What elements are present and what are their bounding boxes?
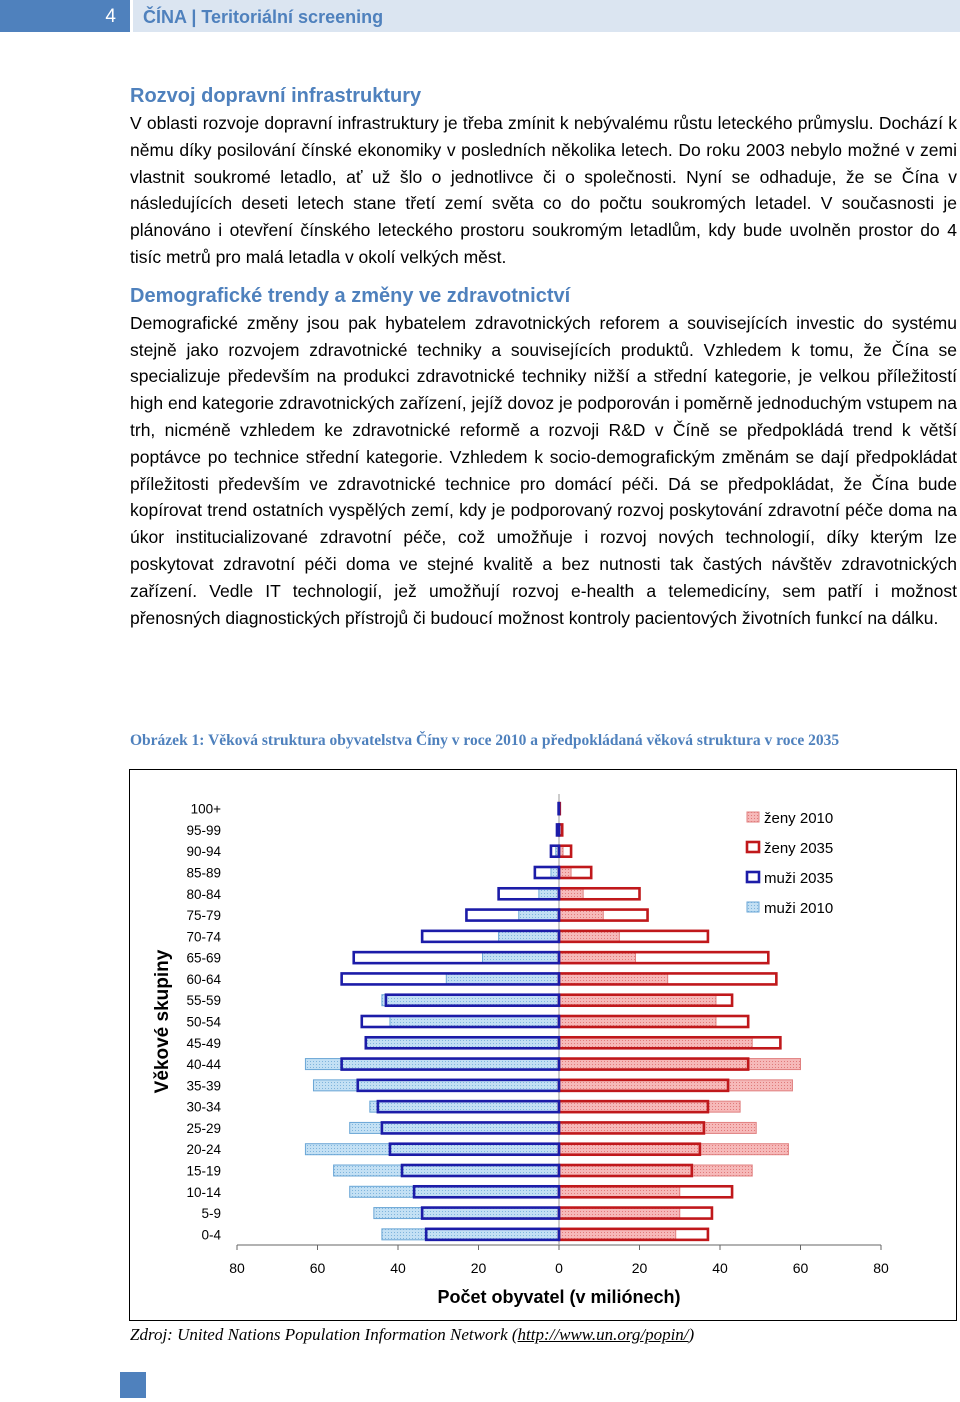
category-label: 15-19	[186, 1163, 221, 1179]
x-tick-label: 80	[229, 1260, 245, 1276]
bar-men-2035	[551, 846, 559, 857]
bar-women-2010	[559, 995, 716, 1006]
x-tick-label: 60	[792, 1260, 809, 1276]
bar-men-2010	[382, 1229, 559, 1240]
bar-women-2010	[559, 1016, 716, 1027]
legend-swatch	[747, 842, 759, 852]
legend-swatch	[747, 872, 759, 882]
bar-men-2010	[374, 1208, 559, 1219]
x-tick-label: 0	[555, 1260, 563, 1276]
category-label: 55-59	[186, 993, 221, 1009]
bar-women-2010	[559, 1186, 680, 1197]
bar-men-2010	[370, 1101, 559, 1112]
page-number: 4	[105, 6, 116, 27]
x-axis-title: Počet obyvatel (v miliónech)	[437, 1287, 681, 1307]
category-label: 25-29	[186, 1120, 221, 1136]
bar-men-2010	[483, 952, 559, 963]
section-heading-transport: Rozvoj dopravní infrastruktury	[130, 85, 422, 107]
section-heading-demography: Demografické trendy a změny ve zdravotnictví	[130, 284, 571, 307]
y-axis-title: Věkové skupiny	[152, 949, 173, 1094]
bar-men-2010	[519, 910, 559, 921]
bar-women-2010	[559, 973, 668, 984]
legend-label: muži 2035	[764, 870, 834, 887]
bar-women-2010	[559, 1144, 788, 1155]
category-label: 20-24	[186, 1142, 221, 1158]
bar-men-2010	[366, 1037, 559, 1048]
category-label: 35-39	[186, 1078, 221, 1094]
source-prefix: Zdroj: United Nations Population Information Network (	[130, 1325, 518, 1344]
category-label: 85-89	[186, 865, 221, 881]
bar-men-2010	[446, 973, 559, 984]
main-content	[130, 82, 957, 631]
legend-label: ženy 2010	[764, 810, 834, 827]
legend-label: muži 2010	[764, 900, 834, 917]
bar-men-2010	[334, 1165, 559, 1176]
bar-men-2010	[390, 1016, 559, 1027]
x-tick-label: 20	[631, 1260, 648, 1276]
category-label: 75-79	[186, 908, 221, 924]
source-suffix: )	[688, 1325, 695, 1344]
category-label: 95-99	[186, 822, 221, 838]
category-label: 90-94	[186, 844, 221, 860]
source-link[interactable]: http://www.un.org/popin/	[517, 1325, 689, 1344]
x-tick-label: 80	[873, 1260, 889, 1276]
bar-men-2010	[499, 931, 559, 942]
bar-men-2035	[557, 824, 559, 835]
x-tick-label: 60	[309, 1260, 326, 1276]
paragraph-demography: Demografické změny jsou pak hybatelem zdravotnických reforem a souvisejících investic do systému stejně jako rozvojem zdravotnické techniky a souvisejících produktů. Vzhledem k tomu, že Čína se specializuje především na produkci zdravotnické techniky nižší a střední kategorie, je velkou příležitostí high end kategorie zdravotnických zařízení, jejíž dovoz je podporován i poměrně jednoduchým vstupem na trh, nicméně vzhledem ke zdravotnické reformě a rozvoji R&D v Číně se předpokládá trend k větší poptávce po technice střední kategorie. Vzhledem k socio-demografickým změnám se dají předpokládat příležitosti především ve zdravotnické technice pro domácí péči. Dá se předpokládat, že Čína bude kopírovat trend ostatních vyspělých zemí, kdy je podporovaný rozvoj poskytování zdravotní péče doma na úkor institucializované zdravotní péče, což umožňuje i rozvoj nových technologií, díky kterým lze poskytovat zdravotní péči doma ve stejné kvalitě a bez nutnosti tak častých návštěv zdravotnických zařízení. Vedle IT technologií, jež umožňují rozvoj e-health a telemedicíny, sem patří i možnost přenosných diagnostických přístrojů či budoucí možnost kontroly pacientových životních funkcí na dálku.	[130, 312, 957, 628]
header-bar	[133, 0, 960, 32]
category-label: 60-64	[186, 971, 221, 987]
paragraph-transport: V oblasti rozvoje dopravní infrastruktury je třeba zmínit k nebývalému růstu leteckého průmyslu. Dochází k němu díky posilování čínské ekonomiky v posledních několika letech. Do roku 2003 nebylo možné v zemi vlastnit soukromé letadlo, ať už šlo o jednotlivce či o společnosti. Nyní se odhaduje, že se Čína v následujících deseti letech stane třetí zemí světa co do počtu soukromých letadel. V současnosti je plánováno i otevření čínského leteckého prostoru soukromým letadlům, kdy bude uvolněn prostor do 4 tisíc metrů pro malá letadla v okolí velkých měst.	[130, 113, 957, 267]
bar-women-2010	[559, 1037, 752, 1048]
bar-men-2010	[350, 1186, 559, 1197]
figure-source	[130, 1325, 694, 1345]
bar-women-2010	[559, 1229, 676, 1240]
chart-svg	[130, 770, 956, 1320]
figure-caption: Obrázek 1: Věková struktura obyvatelstva Číny v roce 2010 a předpokládaná věková struktura v roce 2035	[130, 732, 840, 749]
footer-square	[120, 1372, 146, 1398]
bar-men-2010	[305, 1144, 559, 1155]
bar-women-2010	[559, 1080, 792, 1091]
x-tick-label: 20	[470, 1260, 487, 1276]
category-label: 65-69	[186, 950, 221, 966]
bar-women-2010	[559, 1101, 740, 1112]
x-tick-label: 40	[390, 1260, 406, 1276]
bar-women-2010	[559, 888, 583, 899]
category-label: 70-74	[186, 929, 221, 945]
category-label: 40-44	[186, 1057, 221, 1073]
category-label: 50-54	[186, 1014, 221, 1030]
header-title: ČÍNA | Teritoriální screening	[143, 7, 384, 27]
category-label: 30-34	[186, 1099, 221, 1115]
legend-swatch	[747, 812, 759, 822]
bar-women-2010	[559, 1122, 756, 1133]
category-label: 100+	[190, 801, 221, 817]
bar-women-2010	[559, 1165, 752, 1176]
category-label: 45-49	[186, 1035, 221, 1051]
bar-women-2010	[559, 952, 635, 963]
category-label: 10-14	[186, 1184, 221, 1200]
category-label: 0-4	[201, 1227, 221, 1243]
x-tick-label: 40	[712, 1260, 728, 1276]
population-pyramid-chart	[129, 769, 957, 1321]
category-label: 80-84	[186, 886, 221, 902]
page-number-box	[0, 0, 130, 32]
bar-men-2010	[313, 1080, 559, 1091]
bar-women-2010	[559, 867, 571, 878]
bar-men-2010	[539, 888, 559, 899]
bar-women-2010	[559, 910, 603, 921]
bar-women-2010	[559, 931, 619, 942]
category-label: 5-9	[201, 1206, 221, 1222]
bar-men-2010	[382, 995, 559, 1006]
bar-men-2010	[305, 1059, 559, 1070]
bar-women-2010	[559, 1208, 680, 1219]
legend-label: ženy 2035	[764, 840, 834, 857]
bar-women-2010	[559, 1059, 801, 1070]
legend-swatch	[747, 902, 759, 912]
